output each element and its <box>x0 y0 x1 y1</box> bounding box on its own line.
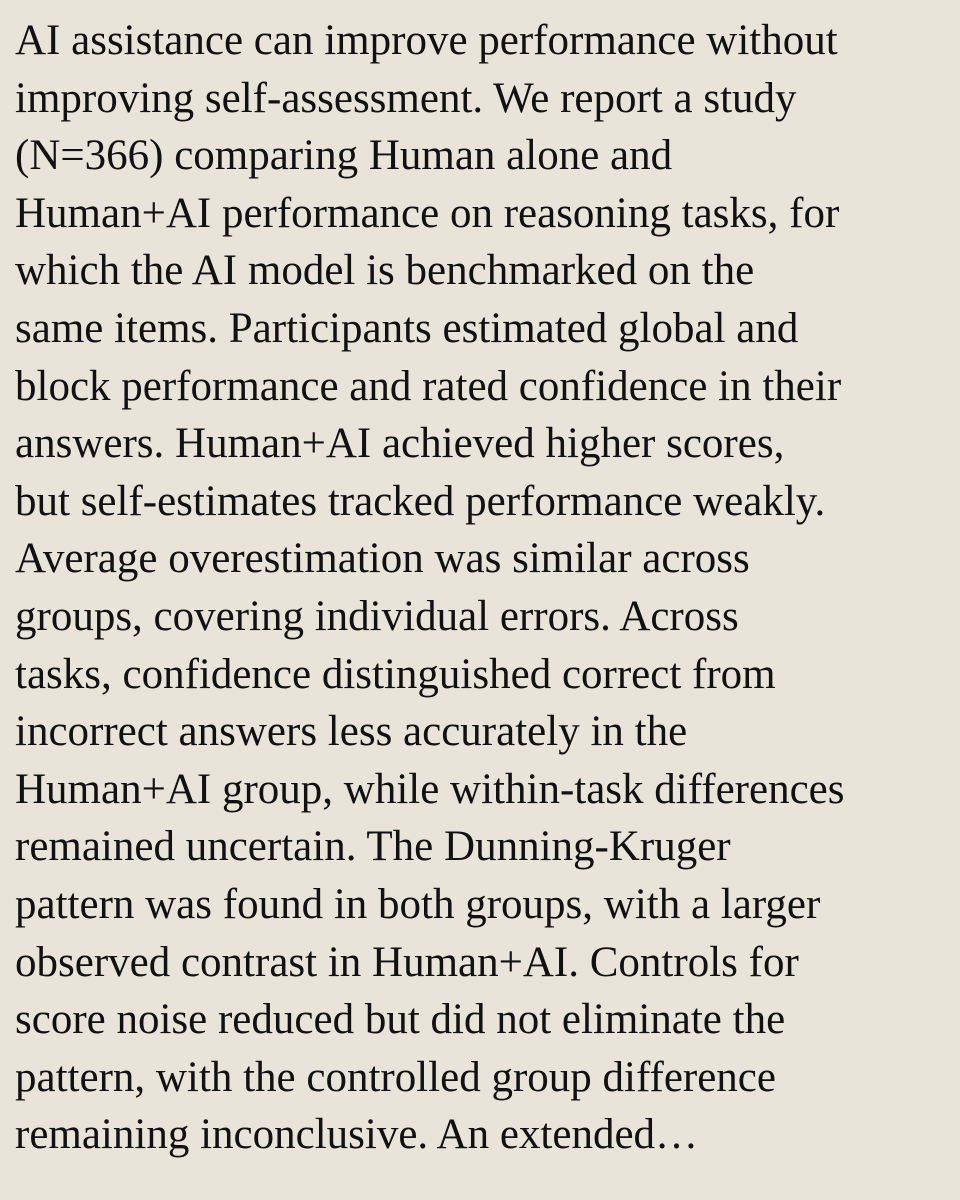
abstract-line: pattern was found in both groups, with a larger <box>15 880 821 928</box>
abstract-line: AI assistance can improve performance without <box>15 17 838 64</box>
abstract-line: which the AI model is benchmarked on the <box>15 247 755 295</box>
abstract-line: (N=366) comparing Human alone and <box>15 132 673 180</box>
abstract-line: Human+AI group, while within-task differences <box>15 765 845 813</box>
abstract-line: score noise reduced but did not eliminate the <box>15 996 786 1044</box>
abstract-line: remaining inconclusive. An extended… <box>15 1111 699 1159</box>
abstract-line: same items. Participants estimated global and <box>15 304 799 352</box>
abstract-line: Average overestimation was similar across <box>15 535 750 583</box>
abstract-line: pattern, with the controlled group difference <box>15 1053 776 1101</box>
abstract-line: observed contrast in Human+AI. Controls for <box>15 938 799 986</box>
abstract-line: but self-estimates tracked performance weakly. <box>15 477 826 525</box>
abstract-text <box>15 12 845 1164</box>
abstract-line: tasks, confidence distinguished correct from <box>15 650 776 698</box>
abstract-line: remained uncertain. The Dunning-Kruger <box>15 823 731 871</box>
abstract-line: groups, covering individual errors. Across <box>15 592 739 640</box>
abstract-line: incorrect answers less accurately in the <box>15 708 688 756</box>
abstract-line: improving self-assessment. We report a study <box>15 74 797 122</box>
abstract-line: block performance and rated confidence in their <box>15 362 842 410</box>
abstract-line: answers. Human+AI achieved higher scores, <box>15 420 785 468</box>
abstract-line: Human+AI performance on reasoning tasks, for <box>15 189 840 237</box>
